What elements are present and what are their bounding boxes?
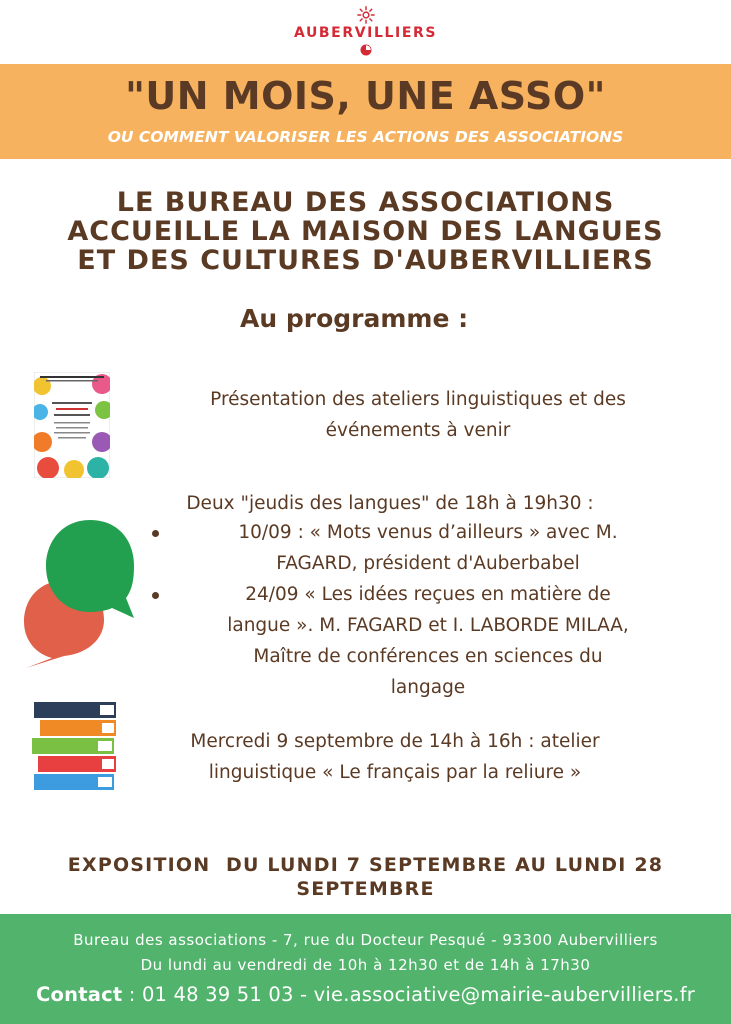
list-item: [150, 517, 670, 579]
title-banner: [0, 64, 731, 159]
banner-subtitle: OU COMMENT VALORISER LES ACTIONS DES ASSOCIATIONS: [107, 128, 624, 146]
jeudis-list: [150, 517, 670, 703]
exposition-line-1: EXPOSITION DU LUNDI 7 SEPTEMBRE AU LUNDI 28: [67, 854, 664, 876]
atelier-line-2: linguistique « Le français par la reliure »: [208, 762, 582, 783]
contact-value[interactable]: : 01 48 39 51 03 - vie.associative@mairie-aubervilliers.fr: [122, 983, 695, 1006]
headline: [0, 188, 731, 275]
headline-line-2: ACCUEILLE LA MAISON DES LANGUES: [67, 216, 664, 247]
bullet-2-line-4: langage: [390, 677, 466, 698]
exposition-dates: [0, 853, 731, 901]
presentation-line-1: Présentation des ateliers linguistiques et des: [210, 389, 626, 410]
footer: [0, 914, 731, 1024]
bullet-2-line-1: 24/09 « Les idées reçues en matière de: [245, 584, 611, 605]
list-item: [150, 579, 670, 703]
footer-hours: Du lundi au vendredi de 10h à 12h30 et de 14h à 17h30: [140, 956, 591, 974]
speech-bubbles-icon: [20, 518, 136, 670]
bullet-1-line-1: 10/09 : « Mots venus d’ailleurs » avec M.: [238, 522, 618, 543]
city-logo: [0, 6, 731, 56]
presentation-text: [148, 384, 688, 446]
bullet-icon: [152, 530, 159, 537]
bullet-2-line-2: langue ». M. FAGARD et I. LABORDE MILAA,: [227, 615, 629, 636]
bullet-1-line-2: FAGARD, président d'Auberbabel: [276, 553, 580, 574]
atelier-text: [150, 726, 640, 788]
footer-address: Bureau des associations - 7, rue du Docteur Pesqué - 93300 Aubervilliers: [73, 931, 658, 949]
banner-title: "UN MOIS, UNE ASSO": [125, 74, 606, 118]
headline-line-1: LE BUREAU DES ASSOCIATIONS: [116, 187, 615, 218]
event-poster-thumbnail: [34, 372, 110, 478]
presentation-line-2: événements à venir: [325, 420, 511, 441]
bullet-2-line-3: Maître de conférences en sciences du: [253, 646, 603, 667]
sun-icon: [357, 6, 375, 24]
footer-contact: [0, 983, 731, 1006]
atelier-line-1: Mercredi 9 septembre de 14h à 16h : atelier: [190, 731, 600, 752]
programme-heading: Au programme :: [240, 304, 469, 333]
books-stack-icon: [30, 700, 122, 796]
exposition-line-2: SEPTEMBRE: [296, 878, 435, 900]
logo-mark-icon: [360, 44, 372, 56]
city-name: AUBERVILLIERS: [293, 25, 438, 41]
jeudis-intro: Deux "jeudis des langues" de 18h à 19h30 :: [186, 493, 594, 514]
bullet-icon: [152, 592, 159, 599]
headline-line-3: ET DES CULTURES D'AUBERVILLIERS: [77, 245, 654, 276]
contact-label: Contact: [36, 983, 123, 1006]
